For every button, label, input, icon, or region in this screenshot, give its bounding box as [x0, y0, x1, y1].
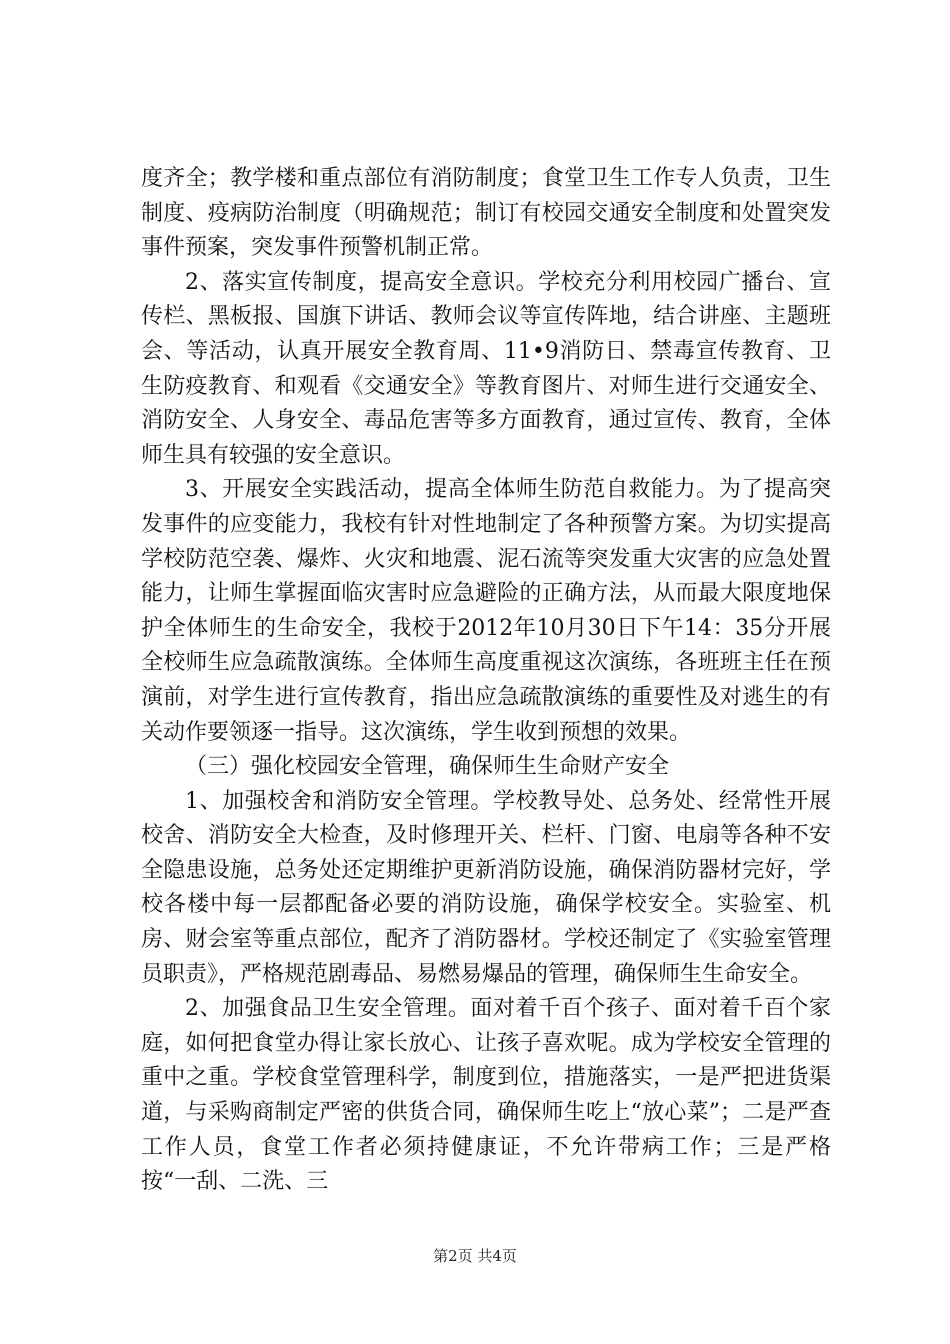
paragraph-5: 2、加强食品卫生安全管理。面对着千百个孩子、面对着千百个家庭，如何把食堂办得让家长放心、让孩子喜欢呢。成为学校安全管理的重中之重。学校食堂管理科学，制度到位，措施落实，一是严把进货渠道，与采购商制定严密的供货合同，确保师生吃上“放心菜”；二是严查工作人员，食堂工作者必须持健康证，不允许带病工作；三是严格按“一刮、二洗、三 — [141, 996, 831, 1195]
paragraph-2: 2、落实宣传制度，提高安全意识。学校充分利用校园广播台、宣传栏、黑板报、国旗下讲话、教师会议等宣传阵地，结合讲座、主题班会、等活动，认真开展安全教育周、11•9消防日、禁毒宣传教育、卫生防疫教育、和观看《交通安全》等教育图片、对师生进行交通安全、消防安全、人身安全、毒品危害等多方面教育，通过宣传、教育，全体师生具有较强的安全意识。 — [141, 269, 831, 468]
paragraph-1: 度齐全；教学楼和重点部位有消防制度；食堂卫生工作专人负责，卫生制度、疫病防治制度（明确规范；制订有校园交通安全制度和处置突发事件预案，突发事件预警机制正常。 — [141, 166, 831, 261]
section-heading: （三）强化校园安全管理，确保师生生命财产安全 — [185, 754, 670, 780]
paragraph-3: 3、开展安全实践活动，提高全体师生防范自救能力。为了提高突发事件的应变能力，我校有针对性地制定了各种预警方案。为切实提高学校防范空袭、爆炸、火灾和地震、泥石流等突发重大灾害的应急处置能力，让师生掌握面临灾害时应急避险的正确方法，从而最大限度地保护全体师生的生命安全，我校于2012年10月30日下午14：35分开展全校师生应急疏散演练。全体师生高度重视这次演练，各班班主任在预演前，对学生进行宣传教育，指出应急疏散演练的重要性及对逃生的有关动作要领逐一指导。这次演练，学生收到预想的效果。 — [141, 477, 831, 745]
page-number-footer: 第2页 共4页 — [433, 1247, 517, 1265]
document-body — [141, 162, 831, 1200]
paragraph-4: 1、加强校舍和消防安全管理。学校教导处、总务处、经常性开展校舍、消防安全大检查，及时修理开关、栏杆、门窗、电扇等各种不安全隐患设施，总务处还定期维护更新消防设施，确保消防器材完好，学校各楼中每一层都配备必要的消防设施，确保学校安全。实验室、机房、财会室等重点部位，配齐了消防器材。学校还制定了《实验室管理员职责》，严格规范剧毒品、易燃易爆品的管理，确保师生生命安全。 — [141, 788, 831, 987]
